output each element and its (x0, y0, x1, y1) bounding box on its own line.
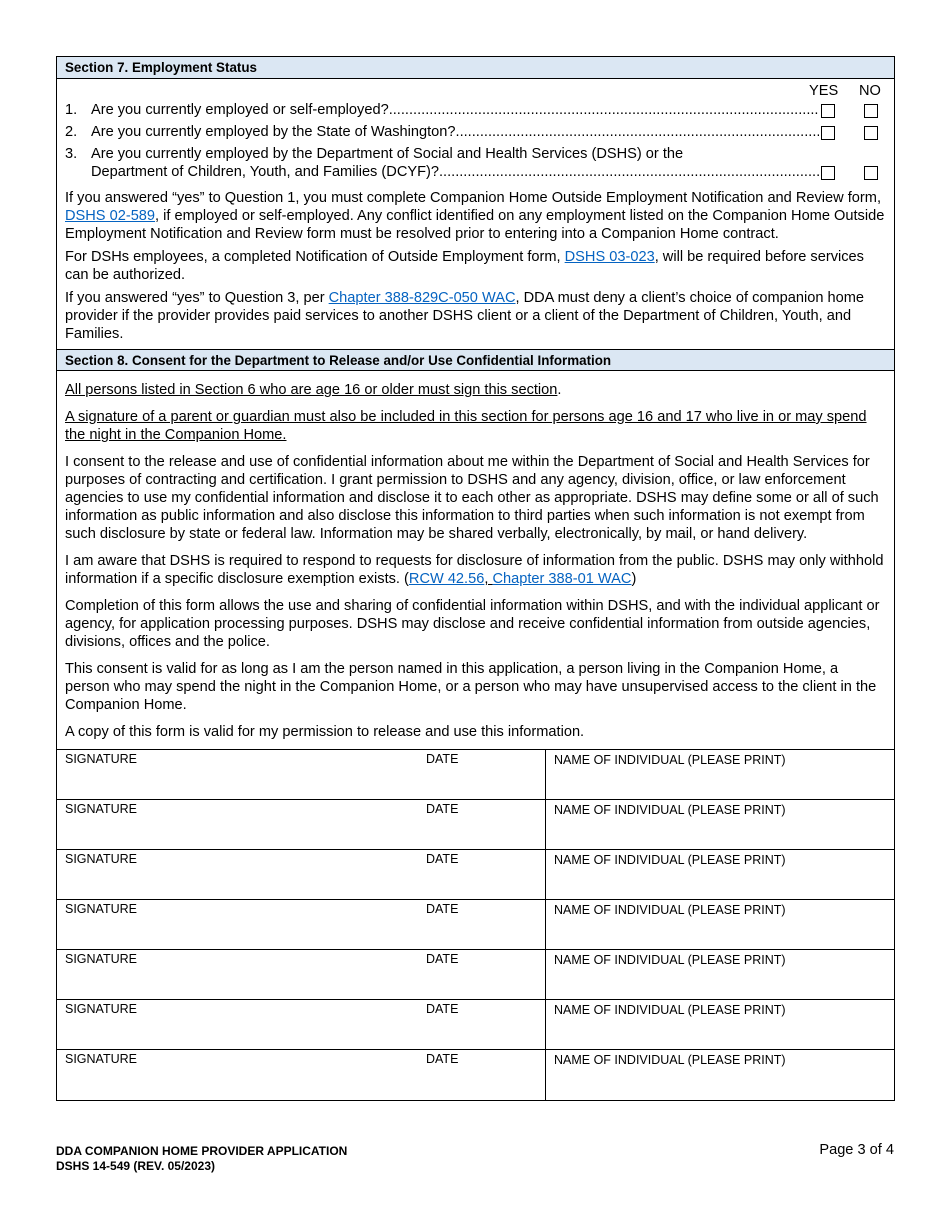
printed-name-field[interactable] (546, 900, 894, 949)
printed-name-field[interactable] (546, 750, 894, 799)
q2-yes-checkbox[interactable] (821, 126, 835, 140)
q3-yes-checkbox[interactable] (821, 166, 835, 180)
validity-paragraph: This consent is valid for as long as I am the person named in this application, a person living in the Companion Home, a person who may spend the night in the Companion Home, or a person who may have unsupervised access to the client in the Companion Home. (65, 661, 877, 713)
signature-row (57, 800, 894, 850)
leader-dots (389, 101, 819, 119)
signature-field[interactable] (57, 750, 546, 799)
date-label: DATE (426, 752, 459, 766)
signature-label: SIGNATURE (65, 1052, 137, 1066)
q1-no-checkbox[interactable] (864, 104, 878, 118)
wac-388-01-link[interactable]: Chapter 388-01 WAC (492, 571, 632, 587)
dshs-employee-instructions: For DSHs employees, a completed Notification of Outside Employment form, DSHS 03-023, will be required before services can be authorized. (65, 249, 864, 283)
signature-label: SIGNATURE (65, 802, 137, 816)
signature-table (57, 749, 894, 1100)
date-label: DATE (426, 902, 459, 916)
signature-label: SIGNATURE (65, 852, 137, 866)
signature-row (57, 900, 894, 950)
completion-paragraph: Completion of this form allows the use and sharing of confidential information within DSHS, and with the individual applicant or agency, for application processing purposes. DSHS may disclose and receive confidential information from outside agencies, divisions, offices and the police. (65, 598, 880, 650)
printed-name-field[interactable] (546, 1000, 894, 1049)
form-title: DDA COMPANION HOME PROVIDER APPLICATION (56, 1144, 348, 1158)
question-text: Are you currently employed or self-employed? (91, 102, 389, 118)
signature-row (57, 1050, 894, 1100)
no-label: NO (859, 83, 881, 99)
date-label: DATE (426, 1002, 459, 1016)
signature-field[interactable] (57, 1000, 546, 1049)
question1-instructions: If you answered “yes” to Question 1, you must complete Companion Home Outside Employment Notification and Review form, DSHS 02-589, if employed or self-employed. Any conflict identified on any employment listed on the Companion Home Outside Employment Notification and Review form must be resolved prior to entering into a Companion Home contract. (65, 190, 885, 242)
q1-yes-checkbox[interactable] (821, 104, 835, 118)
section7-heading: Section 7. Employment Status (57, 57, 894, 79)
question3-instructions: If you answered “yes” to Question 3, per Chapter 388-829C-050 WAC, DDA must deny a client’s choice of companion home provider if the provider provides paid services to another DSHS client or a client of the Department of Children, Youth, and Families. (65, 290, 865, 342)
question-1 (65, 101, 886, 119)
signature-row (57, 850, 894, 900)
application-form (56, 56, 895, 1101)
wac-388-829c-050-link[interactable]: Chapter 388-829C-050 WAC (328, 290, 516, 306)
question-number: 1. (65, 102, 78, 118)
question-2 (65, 123, 886, 141)
date-label: DATE (426, 1052, 459, 1066)
printed-name-label: NAME OF INDIVIDUAL (PLEASE PRINT) (554, 803, 786, 817)
date-label: DATE (426, 852, 459, 866)
date-label: DATE (426, 802, 459, 816)
leader-dots (456, 123, 819, 141)
signature-field[interactable] (57, 800, 546, 849)
question-number: 3. (65, 146, 78, 162)
rcw-42-56-link[interactable]: RCW 42.56 (408, 571, 485, 587)
q2-no-checkbox[interactable] (864, 126, 878, 140)
signature-row (57, 950, 894, 1000)
question-text: Are you currently employed by the State of Washington? (91, 124, 456, 140)
age-requirement-note: All persons listed in Section 6 who are age 16 or older must sign this section. (65, 382, 562, 398)
copy-validity-paragraph: A copy of this form is valid for my permission to release and use this information. (65, 724, 585, 740)
printed-name-field[interactable] (546, 1050, 894, 1100)
signature-label: SIGNATURE (65, 902, 137, 916)
printed-name-label: NAME OF INDIVIDUAL (PLEASE PRINT) (554, 1003, 786, 1017)
printed-name-label: NAME OF INDIVIDUAL (PLEASE PRINT) (554, 903, 786, 917)
signature-row (57, 750, 894, 800)
signature-label: SIGNATURE (65, 952, 137, 966)
signature-label: SIGNATURE (65, 1002, 137, 1016)
signature-field[interactable] (57, 950, 546, 999)
signature-row (57, 1000, 894, 1050)
printed-name-field[interactable] (546, 800, 894, 849)
yes-no-header (65, 83, 886, 101)
printed-name-field[interactable] (546, 850, 894, 899)
printed-name-label: NAME OF INDIVIDUAL (PLEASE PRINT) (554, 1053, 786, 1067)
section8-body (57, 371, 894, 749)
printed-name-field[interactable] (546, 950, 894, 999)
form-footer (56, 1144, 347, 1174)
question-text-line1: Are you currently employed by the Department of Social and Health Services (DSHS) or the (91, 146, 684, 162)
printed-name-label: NAME OF INDIVIDUAL (PLEASE PRINT) (554, 953, 786, 967)
yes-label: YES (809, 83, 839, 99)
q3-no-checkbox[interactable] (864, 166, 878, 180)
leader-dots (439, 163, 819, 181)
dshs-03-023-link[interactable]: DSHS 03-023 (564, 249, 655, 265)
date-label: DATE (426, 952, 459, 966)
question-3 (65, 145, 886, 181)
signature-field[interactable] (57, 850, 546, 899)
printed-name-label: NAME OF INDIVIDUAL (PLEASE PRINT) (554, 853, 786, 867)
question-number: 2. (65, 124, 78, 140)
form-number: DSHS 14-549 (REV. 05/2023) (56, 1159, 215, 1173)
signature-label: SIGNATURE (65, 752, 137, 766)
public-disclosure-paragraph: I am aware that DSHS is required to respond to requests for disclosure of information from the public. DSHS may only withhold information if a specific disclosure exemption exists. (RCW 42.56, Chapter 388-01 WAC) (65, 553, 884, 587)
signature-field[interactable] (57, 900, 546, 949)
section8-heading: Section 8. Consent for the Department to Release and/or Use Confidential Information (57, 349, 894, 371)
parent-signature-note: A signature of a parent or guardian must also be included in this section for persons age 16 and 17 who live in or may spend the night in the Companion Home. (65, 409, 867, 443)
section7-body (57, 79, 894, 349)
dshs-02-589-link[interactable]: DSHS 02-589 (65, 208, 156, 224)
question-text-line2: Department of Children, Youth, and Families (DCYF)? (91, 164, 439, 180)
page-number: Page 3 of 4 (819, 1142, 894, 1158)
printed-name-label: NAME OF INDIVIDUAL (PLEASE PRINT) (554, 753, 786, 767)
consent-paragraph: I consent to the release and use of confidential information about me within the Department of Social and Health Services for purposes of contracting and certification. I grant permission to DSHS and any agency, division, office, or law enforcement agencies to use my confidential information and disclose it to each other as appropriate. DSHS may define some or all of such information as public information and also disclose this information to third parties when such information is not exempt from such disclosure by state or federal law. Information may be shared verbally, electronically, by mail, or hand delivery. (65, 454, 879, 542)
signature-field[interactable] (57, 1050, 546, 1100)
